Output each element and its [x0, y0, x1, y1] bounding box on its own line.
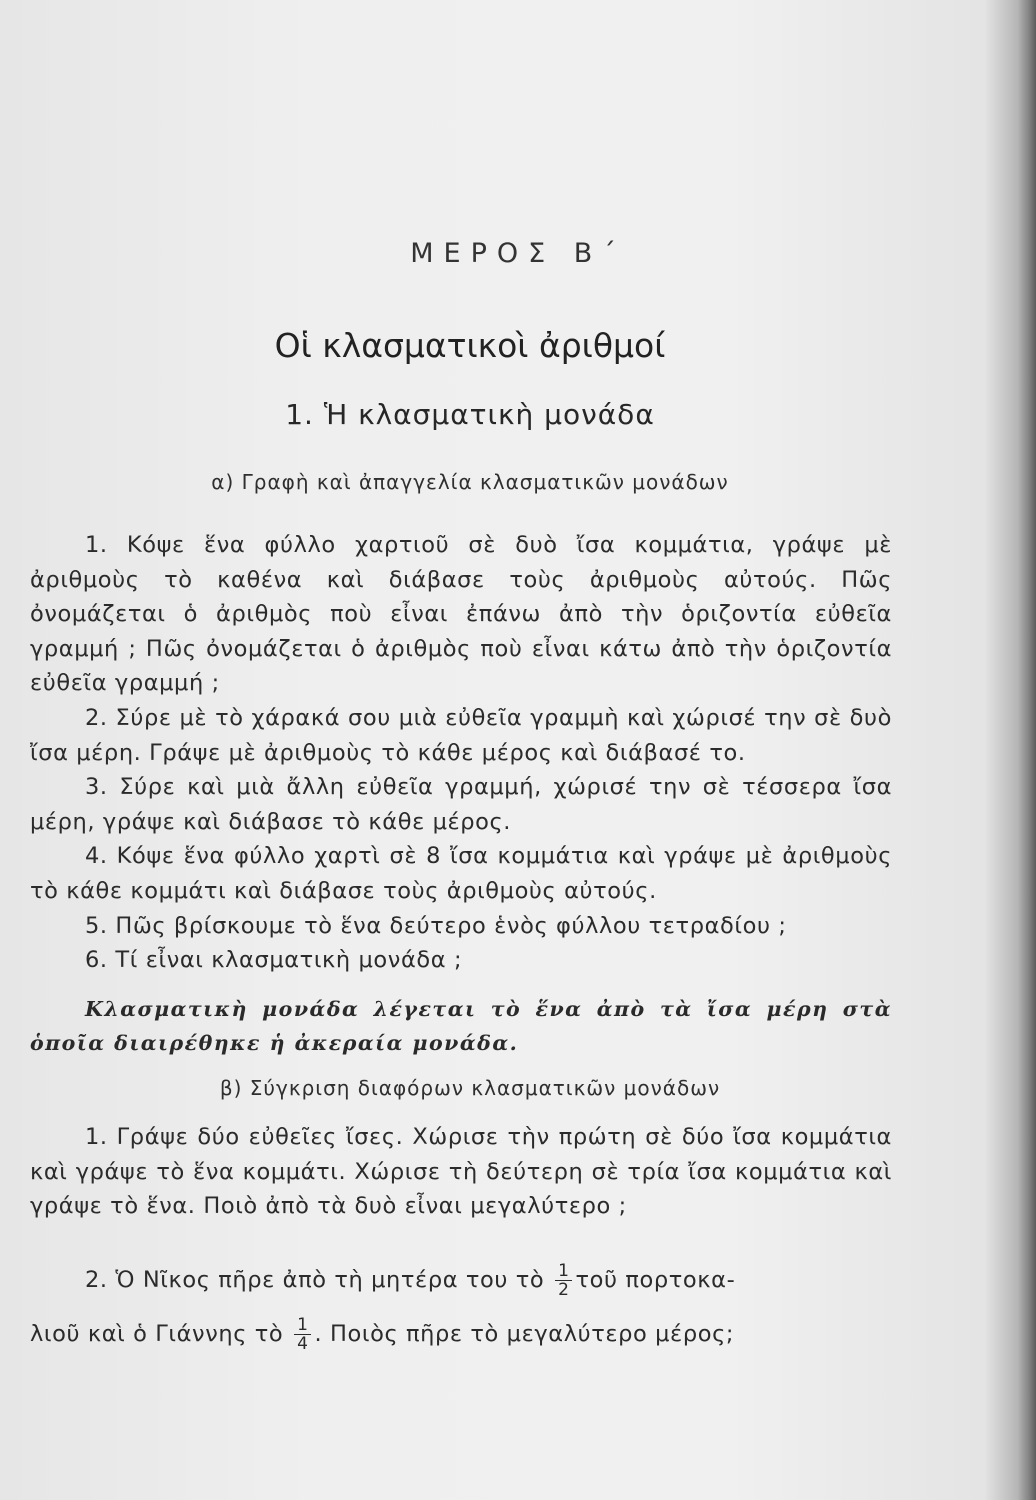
subsection-a-title: α) Γραφὴ καὶ ἀπαγγελία κλασματικῶν μονάδων	[211, 470, 729, 494]
exercise-text: . Ποιὸς πῆρε τὸ μεγαλύτερο μέρος;	[314, 1321, 735, 1347]
exercise-item: 3. Σύρε καὶ μιὰ ἄλλη εὐθεῖα γραμμή, χώρισέ την σὲ τέσσερα ἴσα μέρη, γράψε καὶ διάβασε τὸ κάθε μέρος.	[30, 774, 892, 835]
fraction-denominator: 2	[558, 1280, 570, 1300]
exercise-item-2-line-2	[30, 1316, 900, 1353]
exercise-item: 1. Γράψε δύο εὐθεῖες ἴσες. Χώρισε τὴν πρώτη σὲ δύο ἴσα κομμάτια καὶ γράψε τὸ ἕνα κομμάτι. Χώρισε τὴ δεύτερη σὲ τρία ἴσα κομμάτια καὶ γράψε τὸ ἕνα. Ποιὸ ἀπὸ τὰ δυὸ εἶναι μεγαλύτερο ;	[30, 1124, 892, 1220]
chapter-title: Οἱ κλασματικοὶ ἀριθμοί	[274, 326, 666, 365]
fraction-numerator: 1	[555, 1262, 572, 1281]
fraction-numerator: 1	[294, 1316, 311, 1335]
exercise-text: λιοῦ καὶ ὁ Γιάννης τὸ	[30, 1321, 284, 1347]
part-title: ΜΕΡΟΣ Β΄	[410, 238, 626, 269]
exercise-item: 6. Τί εἶναι κλασματικὴ μονάδα ;	[85, 947, 463, 974]
subsection-a-exercises	[30, 528, 892, 978]
exercise-item: 5. Πῶς βρίσκουμε τὸ ἕνα δεύτερο ἑνὸς φύλλου τετραδίου ;	[85, 912, 787, 939]
section-title: 1. Ἡ κλασματικὴ μονάδα	[285, 398, 655, 431]
exercise-item: 2. Σύρε μὲ τὸ χάρακά σου μιὰ εὐθεῖα γραμμὴ καὶ χώρισέ την σὲ δυὸ ἴσα μέρη. Γράψε μὲ ἀριθμοὺς τὸ κάθε μέρος καὶ διάβασέ το.	[30, 704, 892, 766]
fraction-denominator: 4	[297, 1334, 309, 1354]
exercise-item: 1. Κόψε ἕνα φύλλο χαρτιοῦ σὲ δυὸ ἴσα κομμάτια, γράψε μὲ ἀριθμοὺς τὸ καθένα καὶ διάβασε τοὺς ἀριθμοὺς αὐτούς. Πῶς ὀνομάζεται ὁ ἀριθμὸς ποὺ εἶναι ἐπάνω ἀπὸ τὴν ὁριζοντία εὐθεῖα γραμμή ; Πῶς ὀνομάζεται ὁ ἀριθμὸς ποὺ εἶναι κάτω ἀπὸ τὴν ὁριζοντία εὐθεῖα γραμμή ;	[30, 532, 892, 697]
fraction-one-half	[555, 1262, 572, 1299]
exercise-text: 2. Ὁ Νῖκος πῆρε ἀπὸ τὴ μητέρα του τὸ	[85, 1267, 545, 1293]
definition-text: Κλασματικὴ μονάδα λέγεται τὸ ἕνα ἀπὸ τὰ ἴσα μέρη στὰ ὁποῖα διαιρέθηκε ἡ ἀκεραία μονάδα.	[30, 997, 892, 1055]
exercise-item-2-line-1	[30, 1262, 955, 1299]
fraction-one-quarter	[294, 1316, 311, 1353]
exercise-text: τοῦ πορτοκα-	[575, 1267, 736, 1293]
page-edge-shadow	[1018, 0, 1036, 1500]
subsection-b-title: β) Σύγκριση διαφόρων κλασματικῶν μονάδων	[219, 1076, 721, 1100]
subsection-b-exercises	[30, 1120, 892, 1224]
exercise-item: 4. Κόψε ἕνα φύλλο χαρτὶ σὲ 8 ἴσα κομμάτια καὶ γράψε μὲ ἀριθμοὺς τὸ κάθε κομμάτι καὶ διάβασε τοὺς ἀριθμοὺς αὐτούς.	[30, 843, 892, 904]
